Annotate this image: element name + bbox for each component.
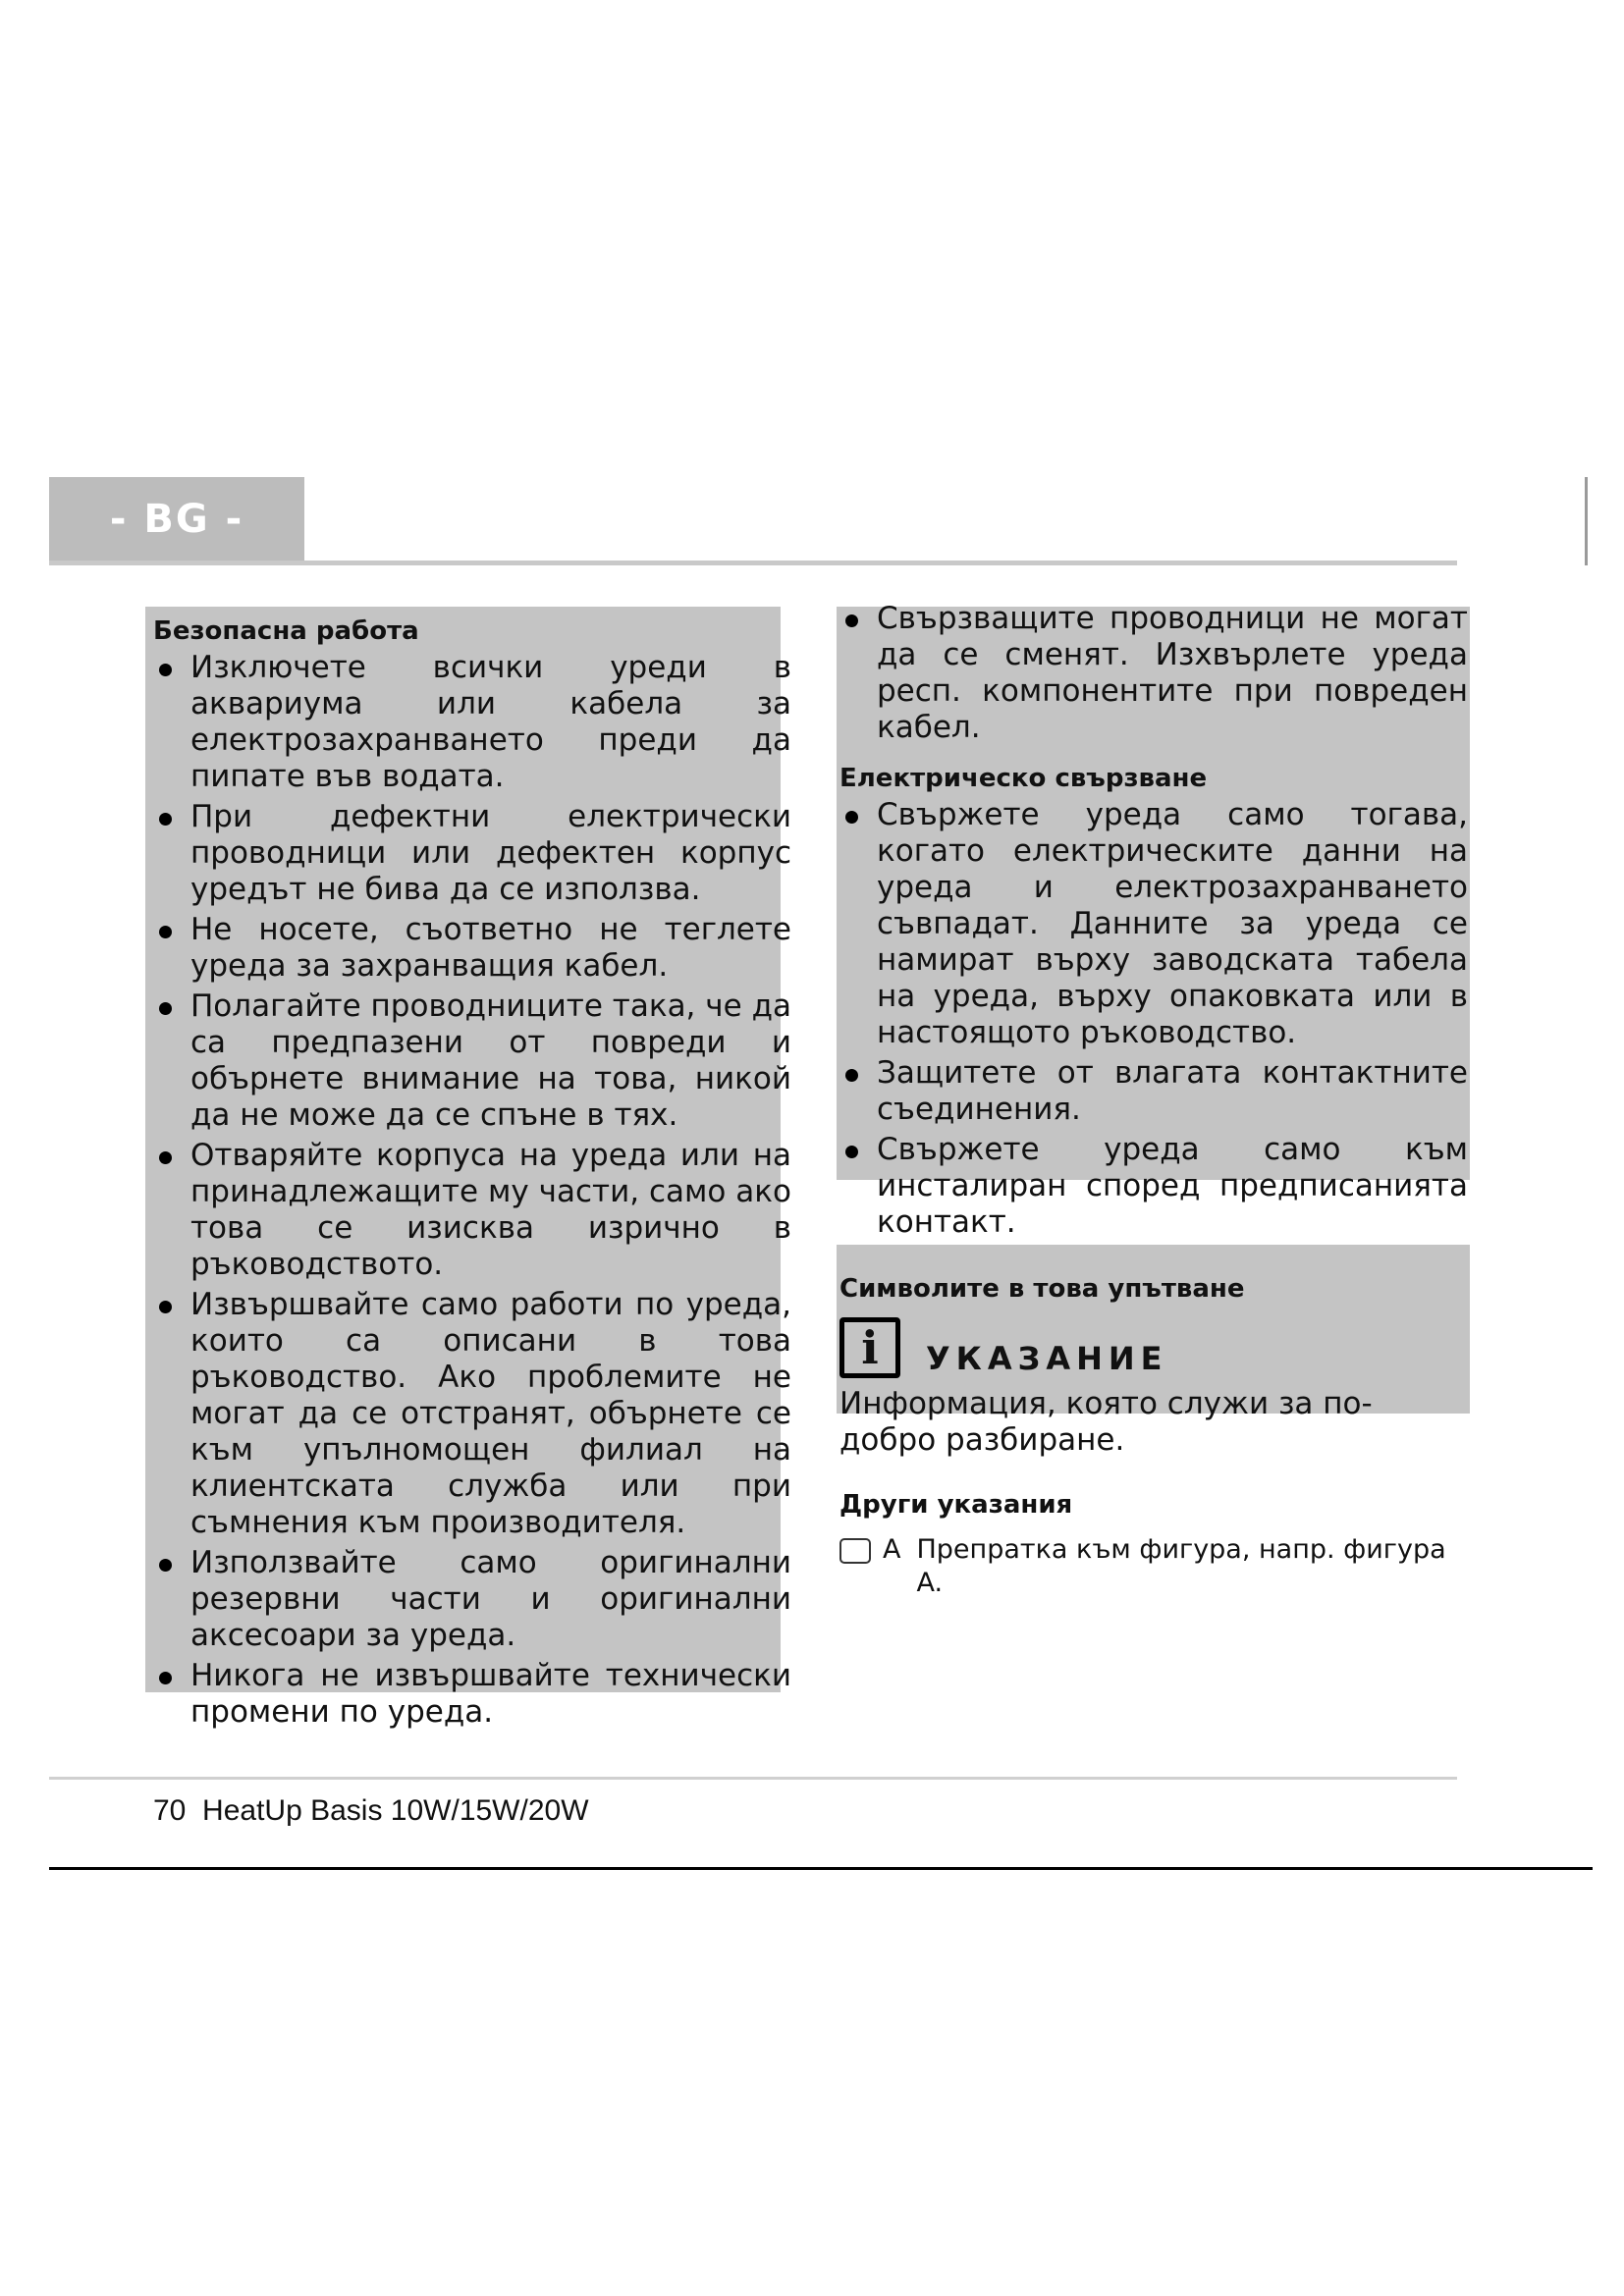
footer [153,1794,589,1828]
note-text: Информация, която служи за по-добро разбиране. [839,1386,1373,1458]
list-item: Свържете уреда само тогава, когато електрическите данни на уреда и електрозахранването съвпадат. Данните за уреда се намират върху заводската табела на уреда, върху опаковката или в настоящото ръководство. [839,797,1468,1051]
symbols-heading: Символите в това упътване [839,1274,1245,1304]
list-item: Изключете всички уреди в аквариума или кабела за електрозахранването преди да пипате във водата. [153,650,791,795]
left-column [153,613,791,1735]
list-item: Извършвайте само работи по уреда, които са описани в това ръководство. Ако проблемите не могат да се отстранят, обърнете се към упълномощен филиал на клиентската служба или при съмнения към производителя. [153,1287,791,1541]
bottom-rule [49,1867,1593,1870]
note-title: УКАЗАНИЕ [926,1340,1168,1377]
page-number: 70 [153,1794,187,1827]
list-item: Защитете от влагата контактните съединения. [839,1055,1468,1128]
figure-reference [839,1533,1468,1600]
list-item: При дефектни електрически проводници или дефектен корпус уредът не бива да се използва. [153,799,791,908]
continued-list [839,601,1468,746]
margin-line [1585,477,1588,565]
figure-box-icon [839,1538,871,1564]
figure-reference-text: Препратка към фигура, напр. фигура A. [916,1534,1446,1598]
list-item: Не носете, съответно не теглете уреда за захранващия кабел. [153,912,791,985]
safe-operation-list [153,650,791,1731]
header-rule [49,561,1457,565]
safe-operation-heading: Безопасна работа [153,616,419,646]
list-item: Свържете уреда само към инсталиран според предписанията контакт. [839,1132,1468,1241]
figure-letter: A [883,1534,901,1565]
language-tab: - BG - [49,477,304,561]
list-item: Използвайте само оригинални резервни части и оригинални аксесоари за уреда. [153,1545,791,1654]
other-notes-heading: Други указания [839,1490,1073,1520]
list-item: Свързващите проводници не могат да се сменят. Изхвърлете уреда респ. компонентите при повреден кабел. [839,601,1468,746]
list-item: Никога не извършвайте технически промени по уреда. [153,1658,791,1731]
right-column [839,601,1468,1600]
electrical-list [839,797,1468,1241]
note-header [839,1317,1468,1378]
list-item: Отваряйте корпуса на уреда или на принадлежащите му части, само ако това се изисква изрично в ръководството. [153,1138,791,1283]
info-icon: i [839,1317,900,1378]
electrical-heading: Електрическо свързване [839,764,1208,793]
product-name: HeatUp Basis 10W/15W/20W [202,1794,589,1827]
list-item: Полагайте проводниците така, че да са предпазени от повреди и обърнете внимание на това, никой да не може да се спъне в тях. [153,988,791,1134]
footer-rule [49,1777,1457,1780]
